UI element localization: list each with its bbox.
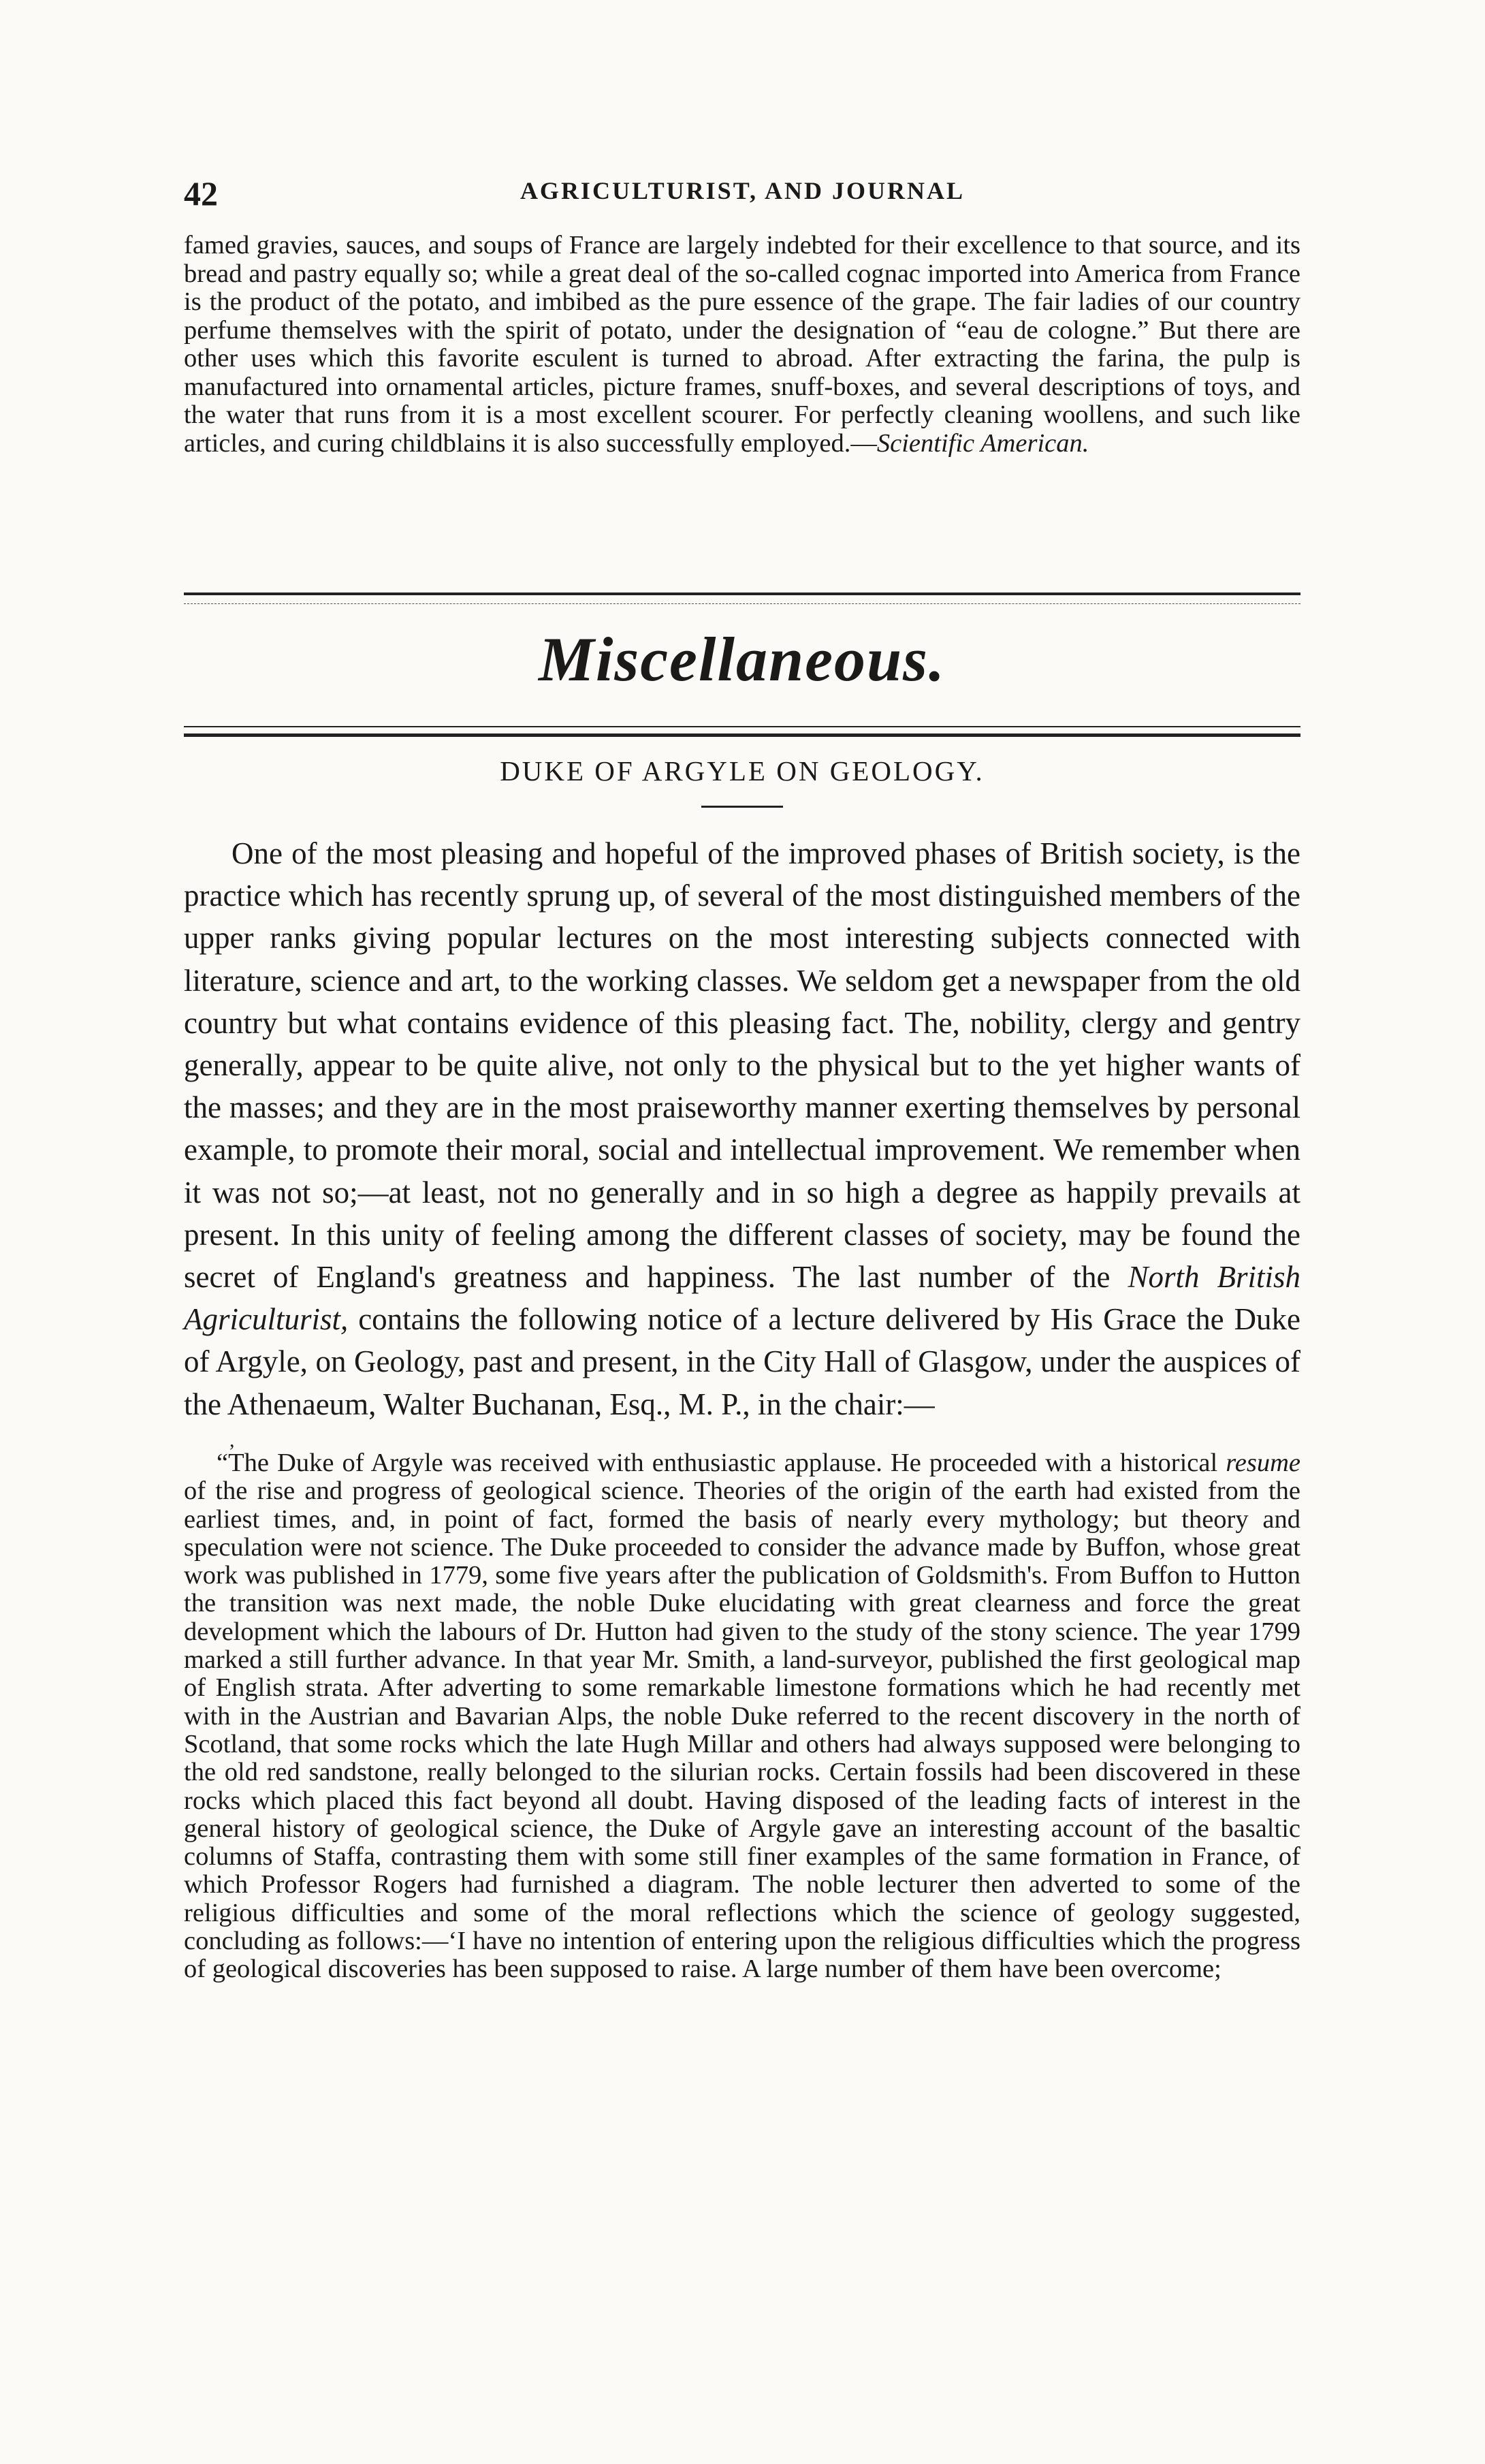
carryover-text: famed gravies, sauces, and soups of France are largely indebted for their excellence to that source, and its bread and pastry equally so; while a great deal of the so-called cognac imported into America from France is the product of the potato, and imbibed as the pure essence of the grape. The fair ladies of our country perfume themselves with the spirit of potato, under the designation of “eau de cologne.” But there are other uses which this favorite esculent is turned to abroad. After extracting the farina, the pulp is manufactured into ornamental articles, picture frames, snuff-boxes, and several descriptions of toys, and the water that runs from it is a most excellent scourer. For perfectly cleaning woollens, and such like articles, and curing childblains it is also successfully employed.—	[184, 231, 1300, 458]
title-rule	[701, 806, 783, 808]
carryover-source: Scientific American.	[876, 428, 1089, 458]
quote-italic: resume	[1226, 1449, 1300, 1477]
journal-title: AGRICULTURIST, AND JOURNAL	[520, 177, 965, 204]
intro-publication: North British Agriculturist,	[184, 1260, 1300, 1337]
intro-text-a: One of the most pleasing and hopeful of the improved phases of British society, is the practice which has recently sprung up, of several of the most distinguished members of the upper ranks giving popular lectures on the most interesting subjects connected with literature, science and art, to the working classes. We seldom get a newspaper from the old country but what contains evidence of this pleasing fact. The, nobility, clergy and gentry generally, appear to be quite alive, not only to the physical but to the yet higher wants of the masses; and they are in the most praiseworthy manner exerting themselves by personal example, to promote their moral, social and intellectual improvement. We remember when it was not so;—at least, not no generally and in so high a degree as happily prevails at present. In this unity of feeling among the different classes of society, may be found the secret of England's greatness and happiness. The last number of the	[184, 836, 1300, 1295]
page-number: 42	[184, 174, 218, 212]
quote-text-b: of the rise and progress of geological science. Theories of the origin of the earth had existed from the earliest times, and, in point of fact, formed the basis of nearly every mythology; but theory and speculation were not science. The Duke proceeded to consider the advance made by Buffon, whose great work was published in 1779, some five years after the publication of Goldsmith's. From Buffon to Hutton the transition was next made, the noble Duke elucidating with great clearness and force the great development which the labours of Dr. Hutton had given to the study of the stony science. The year 1799 marked a still further advance. In that year Mr. Smith, a land-surveyor, published the first geological map of English strata. After adverting to some remarkable limestone formations which he had recently met with in the Austrian and Bavarian Alps, the noble Duke referred to the recent discovery in the north of Scotland, that some rocks which the late Hugh Millar and others had always supposed were belonging to the old red sandstone, really belonged to the silurian rocks. Certain fossils had been discovered in these rocks which placed this fact beyond all doubt. Having disposed of the leading facts of interest in the general history of geological science, the Duke of Argyle gave an interesting account of the basaltic columns of Staffa, contrasting them with some still finer examples of the same formation in France, of which Professor Rogers had furnished a diagram. The noble lecturer then adverted to some of the religious difficulties and some of the moral reflections which the science of geology suggested, concluding as follows:—‘I have no intention of entering upon the religious difficulties which the progress of geological discoveries has been supposed to raise. A large number of them have been overcome;	[184, 1476, 1300, 1984]
section-heading: Miscellaneous.	[539, 625, 946, 694]
carryover-paragraph	[184, 232, 1300, 458]
article-intro	[184, 832, 1300, 1425]
printer-mark: ,	[229, 1429, 235, 1451]
section-rule-bottom	[184, 726, 1300, 737]
section-rule-top	[184, 593, 1300, 604]
article-title: DUKE OF ARGYLE ON GEOLOGY.	[500, 755, 985, 787]
article-quote	[184, 1449, 1300, 1984]
intro-text-b: contains the following notice of a lecture delivered by His Grace the Duke of Argyle, on Geology, past and present, in the City Hall of Glasgow, under the auspices of the Athenaeum, Walter Buchanan, Esq., M. P., in the chair:—	[184, 1302, 1300, 1421]
quote-text-a: “The Duke of Argyle was received with enthusiastic applause. He proceeded with a historical	[217, 1449, 1226, 1477]
running-head	[184, 174, 1301, 221]
